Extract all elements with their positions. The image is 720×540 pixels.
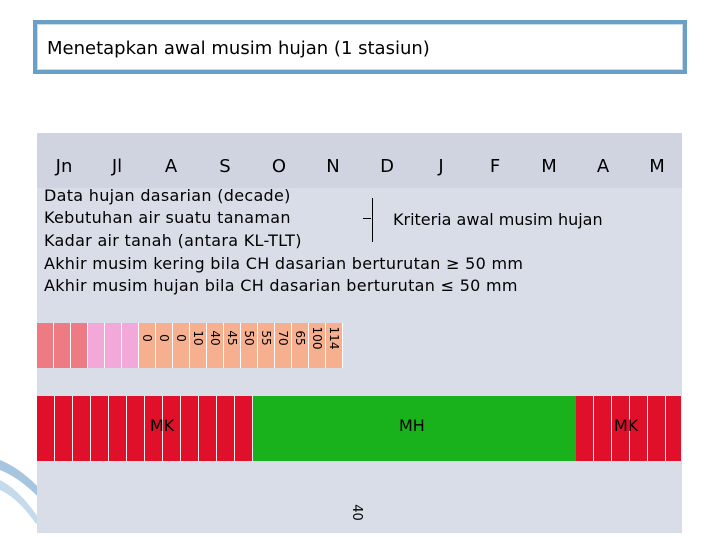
decade-row xyxy=(37,323,682,368)
season-cell-dry xyxy=(109,396,127,461)
decade-cell xyxy=(224,323,241,368)
decade-cell xyxy=(309,323,326,368)
page-title: Menetapkan awal musim hujan (1 stasiun) xyxy=(47,38,430,59)
decade-value: 55 xyxy=(259,330,273,346)
season-cell-dry xyxy=(55,396,73,461)
season-cell-dry xyxy=(199,396,217,461)
decade-value: 0 xyxy=(140,334,154,342)
title-box xyxy=(33,20,687,74)
month-label: J xyxy=(438,156,444,177)
text-line: Akhir musim hujan bila CH dasarian berturutan ≤ 50 mm xyxy=(44,276,518,295)
decade-value: 114 xyxy=(327,326,341,350)
season-cell-dry xyxy=(594,396,612,461)
criteria-brace xyxy=(372,198,383,242)
decade-cell xyxy=(258,323,275,368)
season-cell-dry xyxy=(666,396,682,461)
decade-cell xyxy=(326,323,343,368)
decade-value: 10 xyxy=(191,330,205,346)
month-label: M xyxy=(649,156,665,177)
season-cell-dry xyxy=(235,396,253,461)
blank-row xyxy=(37,368,682,396)
season-cell-dry xyxy=(181,396,199,461)
month-label: N xyxy=(326,156,340,177)
season-cell-dry xyxy=(217,396,235,461)
month-label: D xyxy=(380,156,394,177)
mh-label: MH xyxy=(399,416,425,435)
decade-cell xyxy=(190,323,207,368)
decade-cell xyxy=(54,323,71,368)
decade-value: 65 xyxy=(293,330,307,346)
bottom-value: 40 xyxy=(348,504,364,521)
month-label: M xyxy=(541,156,557,177)
decade-value: 45 xyxy=(225,330,239,346)
criteria-label: Kriteria awal musim hujan xyxy=(393,210,603,229)
text-line: Kadar air tanah (antara KL-TLT) xyxy=(44,231,302,250)
text-line: Kebutuhan air suatu tanaman xyxy=(44,208,291,227)
decade-value: 50 xyxy=(242,330,256,346)
decade-value: 70 xyxy=(276,330,290,346)
decade-cell xyxy=(71,323,88,368)
decade-cell xyxy=(241,323,258,368)
text-line: Akhir musim kering bila CH dasarian berturutan ≥ 50 mm xyxy=(44,254,524,273)
season-cell-dry xyxy=(73,396,91,461)
month-label: S xyxy=(219,156,231,177)
season-cell-dry xyxy=(576,396,594,461)
decade-cell xyxy=(37,323,54,368)
text-line: Data hujan dasarian (decade) xyxy=(44,186,291,205)
season-cell-dry xyxy=(91,396,109,461)
season-cell-dry xyxy=(127,396,145,461)
decade-value: 40 xyxy=(208,330,222,346)
decade-value: 0 xyxy=(157,334,171,342)
decade-value: 100 xyxy=(310,326,324,350)
decade-cell xyxy=(88,323,105,368)
mk-left-label: MK xyxy=(150,416,175,435)
month-label: O xyxy=(271,156,287,177)
decade-cell xyxy=(139,323,156,368)
decade-cell xyxy=(275,323,292,368)
decade-cell xyxy=(173,323,190,368)
month-label: Jl xyxy=(111,156,123,177)
decade-cell xyxy=(122,323,139,368)
month-label: A xyxy=(164,156,178,177)
decade-value: 0 xyxy=(174,334,188,342)
season-cell-dry xyxy=(37,396,55,461)
decade-cell xyxy=(105,323,122,368)
season-cell-dry xyxy=(648,396,666,461)
mk-right-label: MK xyxy=(614,416,639,435)
month-label: A xyxy=(596,156,610,177)
decade-cell xyxy=(292,323,309,368)
season-row xyxy=(37,396,682,461)
decade-cell xyxy=(156,323,173,368)
month-label: Jn xyxy=(55,156,73,177)
month-label: F xyxy=(489,156,501,177)
decade-cell xyxy=(207,323,224,368)
